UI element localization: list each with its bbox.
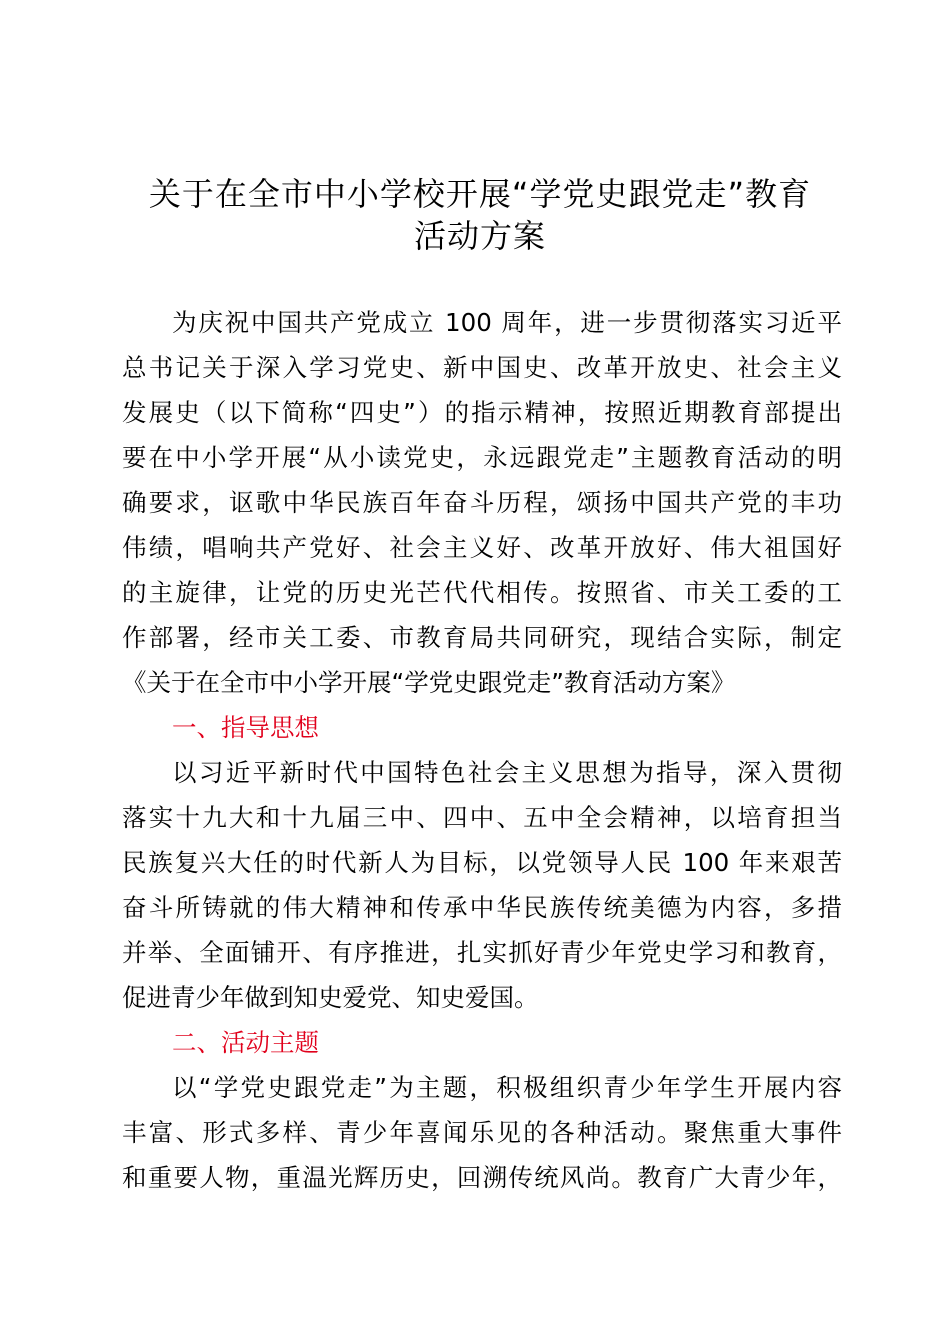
- intro-line-5: 确要求，讴歌中华民族百年奋斗历程，颂扬中国共产党的丰功: [122, 488, 842, 517]
- intro-line-3: 发展史（以下简称“四史”）的指示精神，按照近期教育部提出: [122, 398, 842, 427]
- intro-line-2: 总书记关于深入学习党史、新中国史、改革开放史、社会主义: [122, 353, 842, 382]
- section2-line-1: 以“学党史跟党走”为主题，积极组织青少年学生开展内容: [172, 1073, 842, 1102]
- intro-line-6: 伟绩，唱响共产党好、社会主义好、改革开放好、伟大祖国好: [122, 533, 842, 562]
- intro-line-7: 的主旋律，让党的历史光芒代代相传。按照省、市关工委的工: [122, 578, 842, 607]
- section1-line-5: 并举、全面铺开、有序推进，扎实抓好青少年党史学习和教育，: [122, 938, 842, 967]
- document-title-line-1: 关于在全市中小学校开展“学党史跟党走”教育: [148, 175, 812, 213]
- section2-line-2: 丰富、形式多样、青少年喜闻乐见的各种活动。聚焦重大事件: [122, 1118, 842, 1147]
- section-heading-guiding-ideology: 一、指导思想: [172, 713, 319, 742]
- section1-line-6: 促进青少年做到知史爱党、知史爱国。: [122, 983, 539, 1012]
- section2-line-3: 和重要人物，重温光辉历史，回溯传统风尚。教育广大青少年，: [122, 1163, 842, 1192]
- intro-line-8: 作部署，经市关工委、市教育局共同研究，现结合实际，制定: [122, 623, 842, 652]
- intro-line-1: 为庆祝中国共产党成立 100 周年，进一步贯彻落实习近平: [172, 308, 842, 337]
- intro-line-9: 《关于在全市中小学开展“学党史跟党走”教育活动方案》: [122, 668, 736, 697]
- section1-line-1: 以习近平新时代中国特色社会主义思想为指导，深入贯彻: [172, 758, 842, 787]
- section1-line-3: 民族复兴大任的时代新人为目标，以党领导人民 100 年来艰苦: [122, 848, 842, 877]
- section-heading-activity-theme: 二、活动主题: [172, 1028, 319, 1057]
- section1-line-4: 奋斗所铸就的伟大精神和传承中华民族传统美德为内容，多措: [122, 893, 842, 922]
- section1-line-2: 落实十九大和十九届三中、四中、五中全会精神，以培育担当: [122, 803, 842, 832]
- document-title-line-2: 活动方案: [413, 217, 546, 255]
- intro-line-4: 要在中小学开展“从小读党史，永远跟党走”主题教育活动的明: [122, 443, 842, 472]
